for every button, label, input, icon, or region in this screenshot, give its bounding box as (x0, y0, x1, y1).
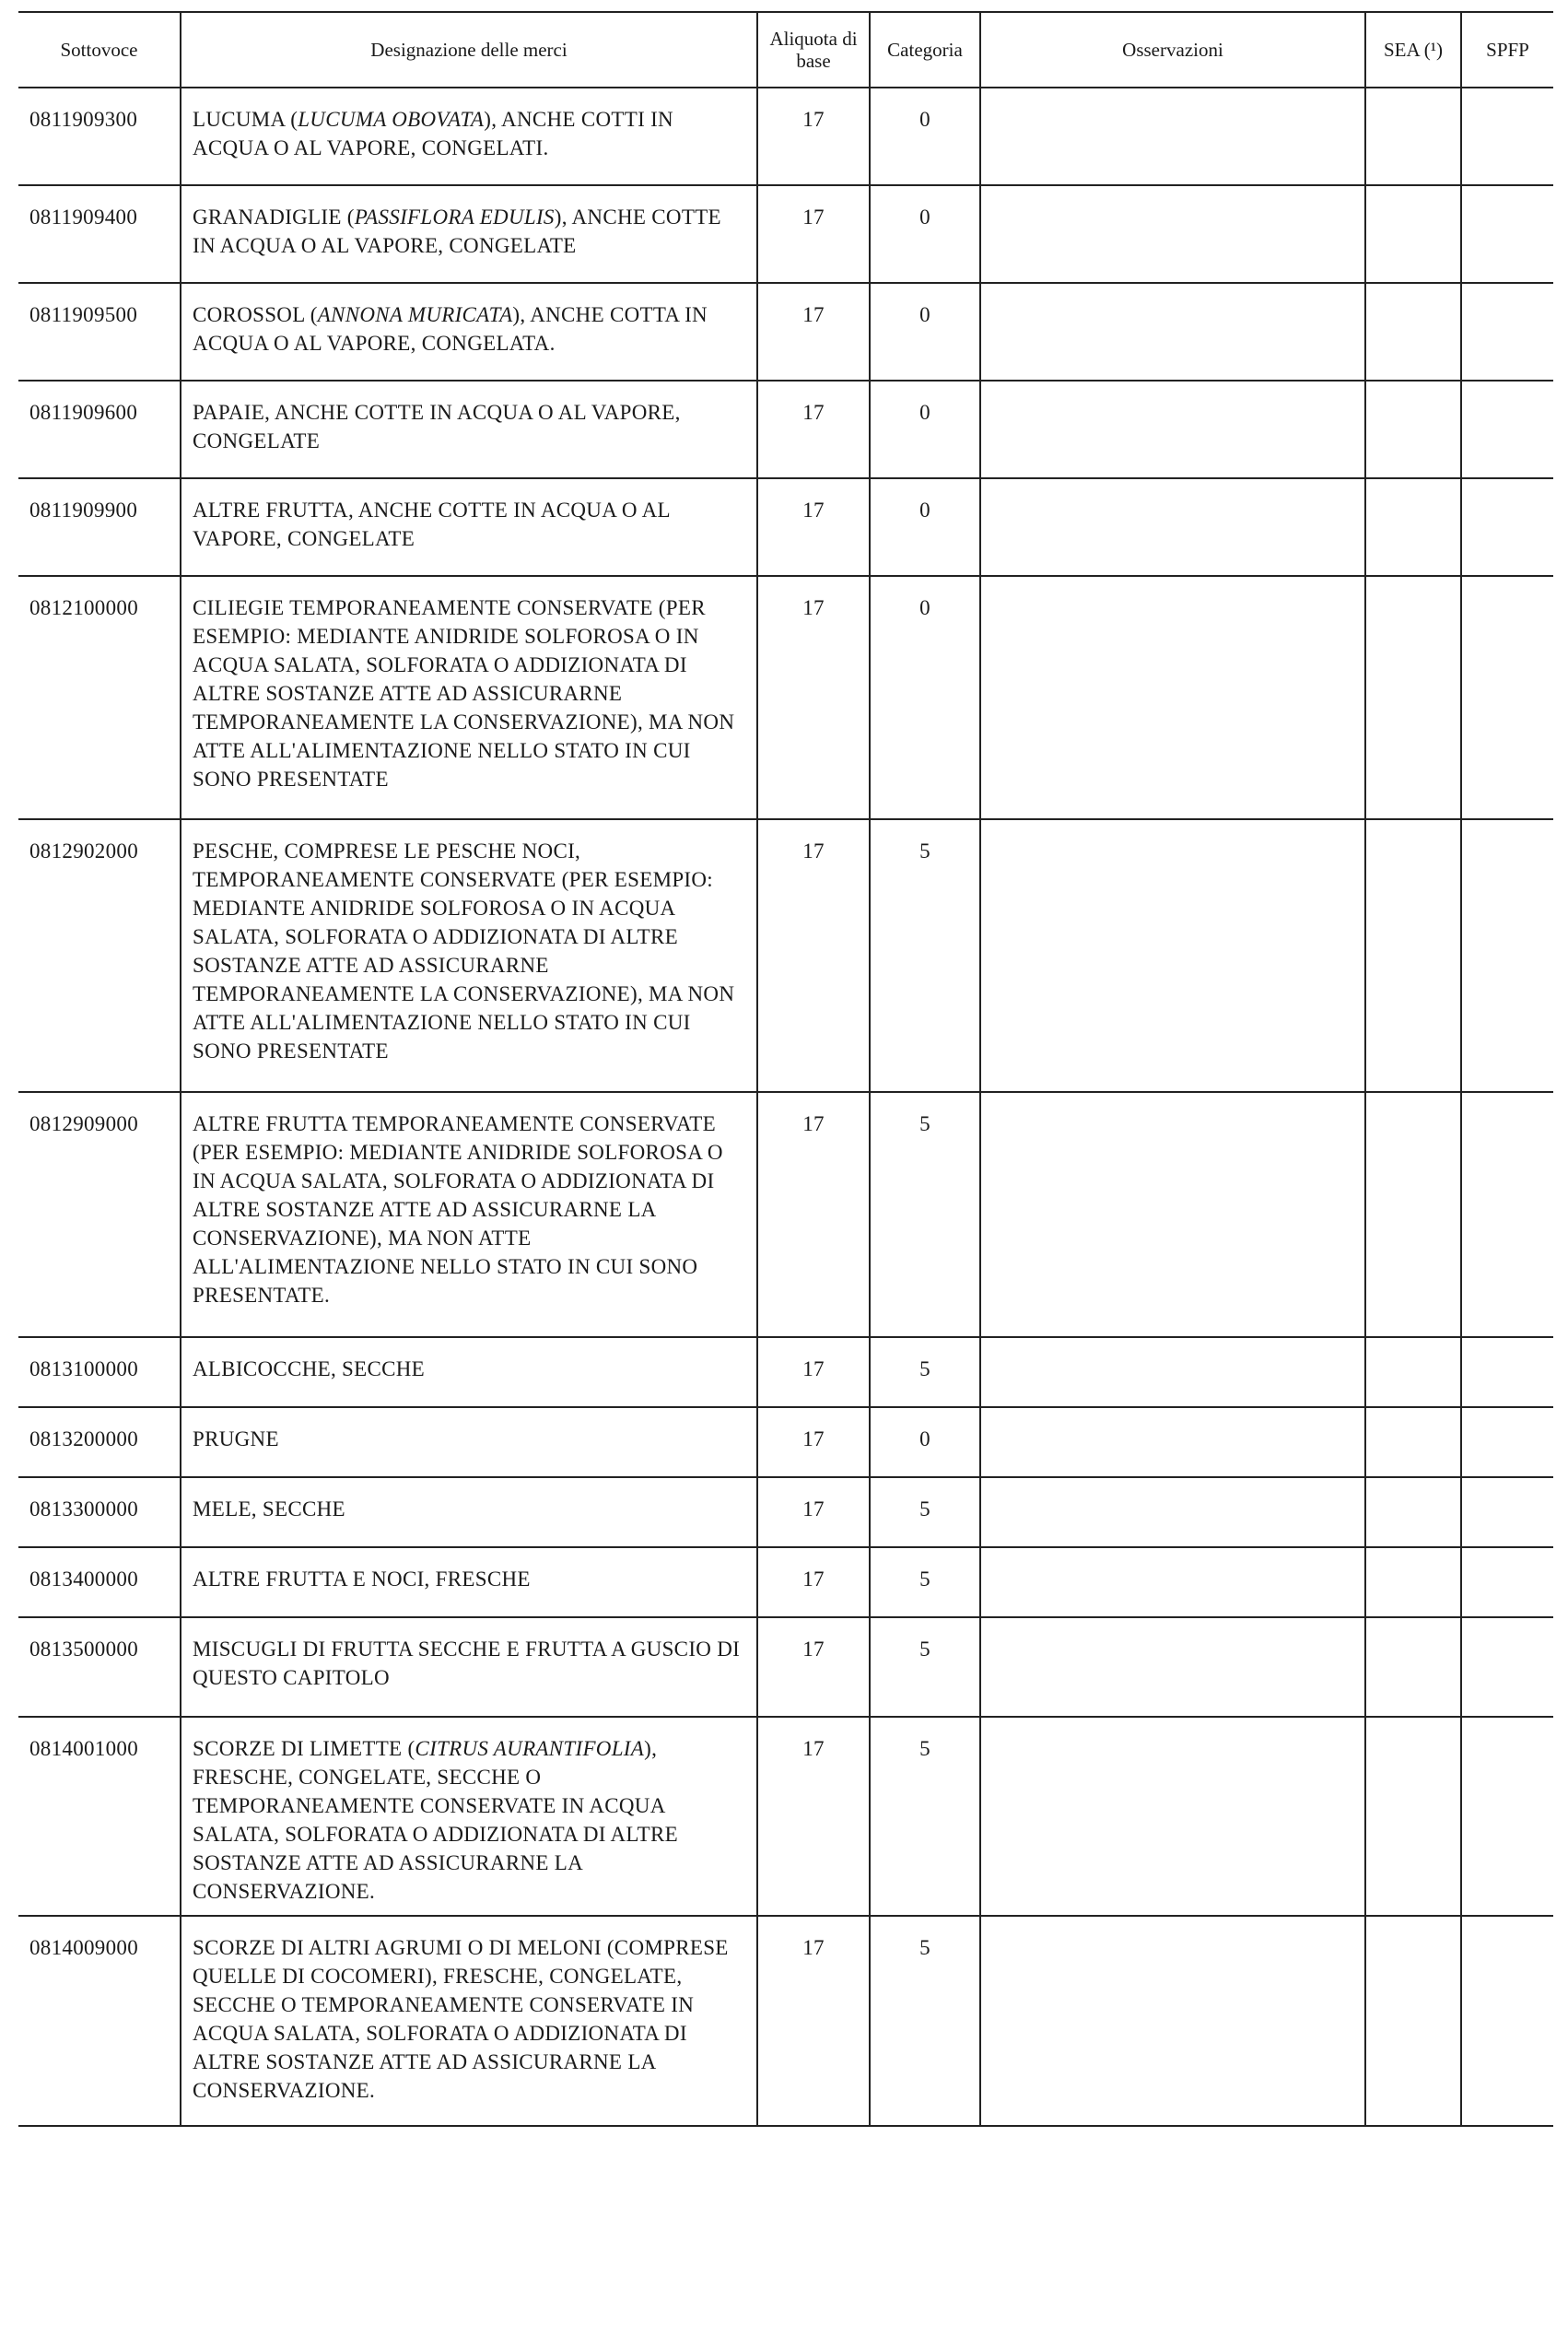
description-text: ), ANCHE COTTA IN ACQUA O AL VAPORE, CONGELATA. (193, 303, 708, 355)
cell-rate: 17 (757, 1617, 870, 1717)
cell-remarks (980, 1617, 1365, 1717)
cell-rate: 17 (757, 88, 870, 185)
cell-category: 5 (870, 1717, 980, 1916)
cell-code: 0812902000 (18, 819, 181, 1092)
cell-rate: 17 (757, 185, 870, 283)
cell-description (181, 1617, 757, 1717)
cell-remarks (980, 88, 1365, 185)
description-scientific-name: ANNONA MURICATA (317, 303, 513, 326)
cell-spfp (1461, 819, 1553, 1092)
cell-rate: 17 (757, 576, 870, 819)
table-row (18, 1477, 1553, 1547)
cell-category: 0 (870, 88, 980, 185)
description-text: GRANADIGLIE ( (193, 205, 355, 229)
table-row (18, 1547, 1553, 1617)
description-text: ALTRE FRUTTA E NOCI, FRESCHE (193, 1567, 531, 1591)
cell-rate: 17 (757, 1547, 870, 1617)
header-spfp: SPFP (1461, 12, 1553, 88)
description-text: CILIEGIE TEMPORANEAMENTE CONSERVATE (PER ESEMPIO: MEDIANTE ANIDRIDE SOLFOROSA O IN ACQUA SALATA, SOLFORATA O ADDIZIONATA DI ALTRE SOSTANZE ATTE AD ASSICURARNE TEMPORANEAMENTE LA CONSERVAZIONE), MA NON ATTE ALL'ALIMENTAZIONE NELLO STATO IN CUI SONO PRESENTATE (193, 596, 735, 791)
header-code: Sottovoce (18, 12, 181, 88)
cell-category: 5 (870, 1092, 980, 1337)
cell-remarks (980, 283, 1365, 381)
cell-code: 0814001000 (18, 1717, 181, 1916)
cell-code: 0812909000 (18, 1092, 181, 1337)
header-rate: Aliquota di base (757, 12, 870, 88)
cell-description (181, 185, 757, 283)
description-text: PAPAIE, ANCHE COTTE IN ACQUA O AL VAPORE, CONGELATE (193, 401, 681, 452)
description-scientific-name: CITRUS AURANTIFOLIA (415, 1737, 645, 1760)
cell-sea (1365, 1337, 1461, 1407)
cell-spfp (1461, 1477, 1553, 1547)
cell-description (181, 1916, 757, 2126)
header-row (18, 12, 1553, 88)
cell-spfp (1461, 185, 1553, 283)
cell-sea (1365, 283, 1461, 381)
cell-category: 5 (870, 1547, 980, 1617)
cell-sea (1365, 185, 1461, 283)
cell-description (181, 1337, 757, 1407)
cell-code: 0811909900 (18, 478, 181, 576)
table-row (18, 576, 1553, 819)
cell-sea (1365, 1617, 1461, 1717)
cell-spfp (1461, 1337, 1553, 1407)
description-text: MELE, SECCHE (193, 1497, 345, 1520)
cell-remarks (980, 185, 1365, 283)
cell-code: 0814009000 (18, 1916, 181, 2126)
cell-remarks (980, 1407, 1365, 1477)
description-scientific-name: PASSIFLORA EDULIS (354, 205, 555, 229)
cell-rate: 17 (757, 1717, 870, 1916)
description-text: MISCUGLI DI FRUTTA SECCHE E FRUTTA A GUSCIO DI QUESTO CAPITOLO (193, 1638, 741, 1689)
cell-spfp (1461, 1717, 1553, 1916)
cell-category: 0 (870, 381, 980, 478)
cell-spfp (1461, 1617, 1553, 1717)
header-description: Designazione delle merci (181, 12, 757, 88)
cell-rate: 17 (757, 1477, 870, 1547)
cell-sea (1365, 478, 1461, 576)
cell-sea (1365, 381, 1461, 478)
table-row (18, 1617, 1553, 1717)
cell-spfp (1461, 576, 1553, 819)
cell-rate: 17 (757, 1337, 870, 1407)
cell-sea (1365, 1916, 1461, 2126)
cell-description (181, 283, 757, 381)
cell-category: 0 (870, 283, 980, 381)
table-body (18, 88, 1553, 2126)
description-text: PRUGNE (193, 1427, 279, 1450)
cell-remarks (980, 1717, 1365, 1916)
cell-code: 0813200000 (18, 1407, 181, 1477)
cell-category: 5 (870, 1617, 980, 1717)
cell-category: 5 (870, 1337, 980, 1407)
cell-description (181, 381, 757, 478)
description-text: ALTRE FRUTTA, ANCHE COTTE IN ACQUA O AL VAPORE, CONGELATE (193, 499, 671, 550)
tariff-table (18, 11, 1553, 2127)
description-text: ALTRE FRUTTA TEMPORANEAMENTE CONSERVATE (PER ESEMPIO: MEDIANTE ANIDRIDE SOLFOROSA O IN ACQUA SALATA, SOLFORATA O ADDIZIONATA DI ALTRE SOSTANZE ATTE AD ASSICURARNE LA CONSERVAZIONE), MA NON ATTE ALL'ALIMENTAZIONE NELLO STATO IN CUI SONO PRESENTATE. (193, 1112, 723, 1307)
table-row (18, 283, 1553, 381)
description-text: COROSSOL ( (193, 303, 318, 326)
cell-sea (1365, 576, 1461, 819)
cell-category: 0 (870, 478, 980, 576)
cell-spfp (1461, 1407, 1553, 1477)
description-text: PESCHE, COMPRESE LE PESCHE NOCI, TEMPORANEAMENTE CONSERVATE (PER ESEMPIO: MEDIANTE ANIDRIDE SOLFOROSA O IN ACQUA SALATA, SOLFORATA O ADDIZIONATA DI ALTRE SOSTANZE ATTE AD ASSICURARNE TEMPORANEAMENTE LA CONSERVAZIONE), MA NON ATTE ALL'ALIMENTAZIONE NELLO STATO IN CUI SONO PRESENTATE (193, 839, 735, 1062)
description-text: ), ANCHE COTTI IN ACQUA O AL VAPORE, CONGELATI. (193, 108, 673, 159)
description-text: LUCUMA ( (193, 108, 298, 131)
cell-remarks (980, 1092, 1365, 1337)
description-scientific-name: LUCUMA OBOVATA (298, 108, 485, 131)
table-row (18, 819, 1553, 1092)
cell-description (181, 576, 757, 819)
cell-code: 0811909600 (18, 381, 181, 478)
table-row (18, 88, 1553, 185)
cell-remarks (980, 381, 1365, 478)
cell-code: 0813300000 (18, 1477, 181, 1547)
cell-description (181, 1092, 757, 1337)
cell-spfp (1461, 381, 1553, 478)
table-row (18, 1916, 1553, 2126)
cell-rate: 17 (757, 1407, 870, 1477)
cell-code: 0813400000 (18, 1547, 181, 1617)
cell-spfp (1461, 1092, 1553, 1337)
cell-category: 0 (870, 1407, 980, 1477)
cell-remarks (980, 1916, 1365, 2126)
description-text: SCORZE DI LIMETTE ( (193, 1737, 415, 1760)
cell-rate: 17 (757, 381, 870, 478)
table-header (18, 12, 1553, 88)
cell-remarks (980, 819, 1365, 1092)
cell-sea (1365, 819, 1461, 1092)
table-row (18, 1407, 1553, 1477)
cell-rate: 17 (757, 1916, 870, 2126)
cell-remarks (980, 478, 1365, 576)
cell-sea (1365, 1547, 1461, 1617)
cell-category: 0 (870, 576, 980, 819)
header-category: Categoria (870, 12, 980, 88)
cell-remarks (980, 1547, 1365, 1617)
cell-code: 0811909500 (18, 283, 181, 381)
table-row (18, 1337, 1553, 1407)
cell-category: 5 (870, 1916, 980, 2126)
cell-rate: 17 (757, 283, 870, 381)
cell-rate: 17 (757, 819, 870, 1092)
cell-rate: 17 (757, 1092, 870, 1337)
cell-description (181, 1717, 757, 1916)
cell-spfp (1461, 1916, 1553, 2126)
cell-description (181, 1477, 757, 1547)
description-text: ), FRESCHE, CONGELATE, SECCHE O TEMPORANEAMENTE CONSERVATE IN ACQUA SALATA, SOLFORATA O ADDIZIONATA DI ALTRE SOSTANZE ATTE AD ASSICURARNE LA CONSERVAZIONE. (193, 1737, 678, 1903)
cell-category: 5 (870, 1477, 980, 1547)
table-row (18, 185, 1553, 283)
table-row (18, 1717, 1553, 1916)
cell-category: 5 (870, 819, 980, 1092)
table-row (18, 1092, 1553, 1337)
cell-spfp (1461, 283, 1553, 381)
cell-spfp (1461, 88, 1553, 185)
cell-description (181, 1547, 757, 1617)
cell-remarks (980, 1337, 1365, 1407)
cell-rate: 17 (757, 478, 870, 576)
cell-code: 0811909400 (18, 185, 181, 283)
cell-code: 0812100000 (18, 576, 181, 819)
table-row (18, 381, 1553, 478)
cell-sea (1365, 1477, 1461, 1547)
header-remarks: Osservazioni (980, 12, 1365, 88)
cell-sea (1365, 88, 1461, 185)
cell-code: 0813100000 (18, 1337, 181, 1407)
cell-remarks (980, 1477, 1365, 1547)
cell-sea (1365, 1092, 1461, 1337)
cell-spfp (1461, 478, 1553, 576)
cell-description (181, 1407, 757, 1477)
description-text: ), ANCHE COTTE IN ACQUA O AL VAPORE, CONGELATE (193, 205, 721, 257)
cell-code: 0811909300 (18, 88, 181, 185)
cell-remarks (980, 576, 1365, 819)
cell-description (181, 478, 757, 576)
cell-sea (1365, 1407, 1461, 1477)
cell-sea (1365, 1717, 1461, 1916)
description-text: ALBICOCCHE, SECCHE (193, 1357, 426, 1380)
table-row (18, 478, 1553, 576)
cell-description (181, 819, 757, 1092)
cell-description (181, 88, 757, 185)
header-sea: SEA (¹) (1365, 12, 1461, 88)
description-text: SCORZE DI ALTRI AGRUMI O DI MELONI (COMPRESE QUELLE DI COCOMERI), FRESCHE, CONGELATE, SECCHE O TEMPORANEAMENTE CONSERVATE IN ACQUA SALATA, SOLFORATA O ADDIZIONATA DI ALTRE SOSTANZE ATTE AD ASSICURARNE LA CONSERVAZIONE. (193, 1936, 729, 2102)
cell-spfp (1461, 1547, 1553, 1617)
cell-code: 0813500000 (18, 1617, 181, 1717)
cell-category: 0 (870, 185, 980, 283)
